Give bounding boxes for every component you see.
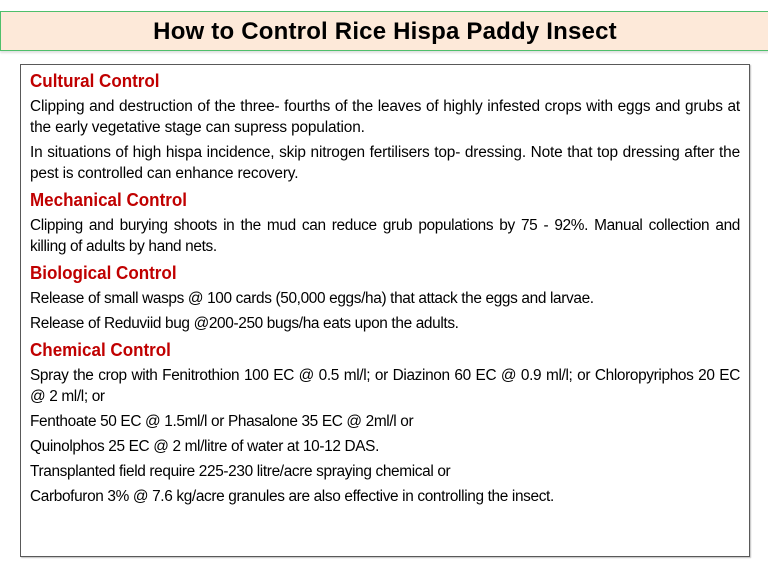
section-cultural-control xyxy=(30,69,740,184)
paragraph: In situations of high hispa incidence, skip nitrogen fertilisers top- dressing. Note that top dressing after the pest is controlled can enhance recovery. xyxy=(30,144,740,182)
section-heading: Biological Control xyxy=(30,262,177,283)
content-panel xyxy=(20,64,750,557)
section-chemical-control xyxy=(30,338,740,507)
section-heading: Chemical Control xyxy=(30,339,171,360)
paragraph: Clipping and burying shoots in the mud can reduce grub populations by 75 - 92%. Manual collection and killing of adults by hand nets. xyxy=(30,217,740,255)
section-heading: Cultural Control xyxy=(30,70,160,91)
paragraph: Spray the crop with Fenitrothion 100 EC @ 0.5 ml/l; or Diazinon 60 EC @ 0.9 ml/l; or Chloropyriphos 20 EC @ 2 ml/l; or xyxy=(30,367,740,405)
paragraph: Carbofuron 3% @ 7.6 kg/acre granules are also effective in controlling the insect. xyxy=(30,488,554,505)
paragraph: Release of small wasps @ 100 cards (50,000 eggs/ha) that attack the eggs and larvae. xyxy=(30,290,594,307)
title-banner xyxy=(0,11,768,51)
page-title: How to Control Rice Hispa Paddy Insect xyxy=(153,18,617,45)
paragraph: Quinolphos 25 EC @ 2 ml/litre of water at 10-12 DAS. xyxy=(30,438,380,455)
paragraph: Fenthoate 50 EC @ 1.5ml/l or Phasalone 35 EC @ 2ml/l or xyxy=(30,413,414,430)
section-biological-control xyxy=(30,261,740,334)
paragraph: Release of Reduviid bug @200-250 bugs/ha eats upon the adults. xyxy=(30,315,459,332)
paragraph: Transplanted field require 225-230 litre/acre spraying chemical or xyxy=(30,463,451,480)
section-mechanical-control xyxy=(30,188,740,257)
section-heading: Mechanical Control xyxy=(30,189,187,210)
paragraph: Clipping and destruction of the three- fourths of the leaves of highly infested crops with eggs and grubs at the early vegetative stage can supress population. xyxy=(30,98,740,136)
